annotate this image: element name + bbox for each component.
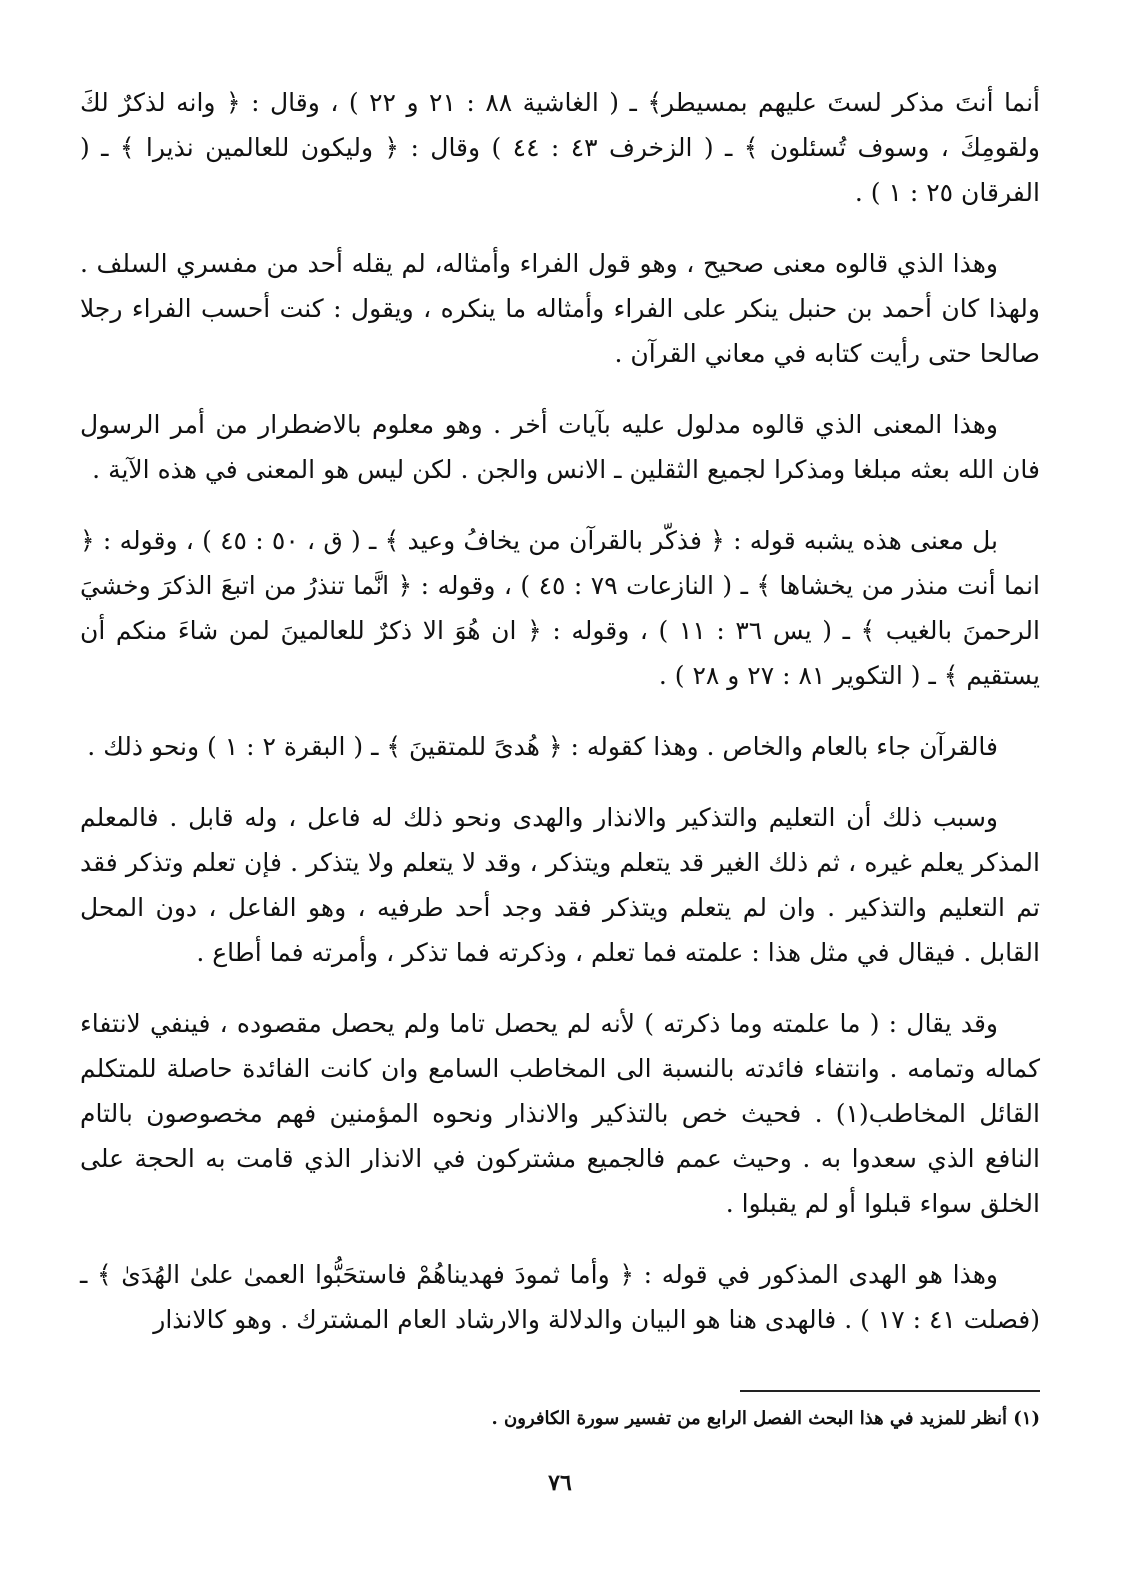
footnote: (١) أنظر للمزيد في هذا البحث الفصل الرابع من تفسير سورة الكافرون . xyxy=(491,1408,1040,1429)
page-number: ٧٦ xyxy=(548,1470,572,1496)
paragraph-7: وقد يقال : ( ما علمته وما ذكرته ) لأنه لم يحصل تاما ولم يحصل مقصوده ، فينفي لانتفاء كماله وتمامه . وانتفاء فائدته بالنسبة الى المخاطب السامع وان كانت الفائدة حاصلة للمتكلم القائل المخاطب(١) . فحيث خص بالتذكير والانذار ونحوه المؤمنين فهم مخصوصون بالتام النافع الذي سعدوا به . وحيث عمم فالجميع مشتركون في الانذار الذي قامت به الحجة على الخلق سواء قبلوا أو لم يقبلوا . xyxy=(80,1009,1040,1218)
footnote-divider xyxy=(740,1390,1040,1392)
paragraph-4: بل معنى هذه يشبه قوله : ﴿ فذكّر بالقرآن من يخافُ وعيد ﴾ ـ ( ق ، ٥٠ : ٤٥ ) ، وقوله : ﴿ انما أنت منذر من يخشاها ﴾ ـ ( النازعات ٧٩ : ٤٥ ) ، وقوله : ﴿ انَّما تنذرُ من اتبعَ الذكرَ وخشيَ الرحمنَ بالغيب ﴾ ـ ( يس ٣٦ : ١١ ) ، وقوله : ﴿ ان هُوَ الا ذكرٌ للعالمينَ لمن شاءَ منكم أن يستقيم ﴾ ـ ( التكوير ٨١ : ٢٧ و ٢٨ ) . xyxy=(80,526,1040,690)
paragraph-1: أنما أنتَ مذكر لستَ عليهم بمسيطر﴾ ـ ( الغاشية ٨٨ : ٢١ و ٢٢ ) ، وقال : ﴿ وانه لذكرٌ لكَ ولقومِكَ ، وسوف تُسئلون ﴾ ـ ( الزخرف ٤٣ : ٤٤ ) وقال : ﴿ وليكون للعالمين نذيرا ﴾ ـ ( الفرقان ٢٥ : ١ ) . xyxy=(80,88,1040,207)
paragraph-3: وهذا المعنى الذي قالوه مدلول عليه بآيات أخر . وهو معلوم بالاضطرار من أمر الرسول فان الله بعثه مبلغا ومذكرا لجميع الثقلين ـ الانس والجن . لكن ليس هو المعنى في هذه الآية . xyxy=(80,410,1040,484)
paragraph-8: وهذا هو الهدى المذكور في قوله : ﴿ وأما ثمودَ فهديناهُمْ فاستحَبُّوا العمىٰ علىٰ الهُدَىٰ ﴾ ـ (فصلت ٤١ : ١٧ ) . فالهدى هنا هو البيان والدلالة والارشاد العام المشترك . وهو كالانذار xyxy=(80,1260,1040,1334)
paragraph-2: وهذا الذي قالوه معنى صحيح ، وهو قول الفراء وأمثاله، لم يقله أحد من مفسري السلف . ولهذا كان أحمد بن حنبل ينكر على الفراء وأمثاله ما ينكره ، ويقول : كنت أحسب الفراء رجلا صالحا حتى رأيت كتابه في معاني القرآن . xyxy=(80,249,1040,368)
paragraph-5: فالقرآن جاء بالعام والخاص . وهذا كقوله : ﴿ هُدىً للمتقينَ ﴾ ـ ( البقرة ٢ : ١ ) ونحو ذلك . xyxy=(87,732,998,761)
document-page xyxy=(80,80,1040,1560)
paragraph-6: وسبب ذلك أن التعليم والتذكير والانذار والهدى ونحو ذلك له فاعل ، وله قابل . فالمعلم المذكر يعلم غيره ، ثم ذلك الغير قد يتعلم ويتذكر ، وقد لا يتعلم ولا يتذكر . فإن تعلم وتذكر فقد تم التعليم والتذكير . وان لم يتعلم ويتذكر فقد وجد أحد طرفيه ، وهو الفاعل ، دون المحل القابل . فيقال في مثل هذا : علمته فما تعلم ، وذكرته فما تذكر ، وأمرته فما أطاع . xyxy=(80,803,1040,967)
